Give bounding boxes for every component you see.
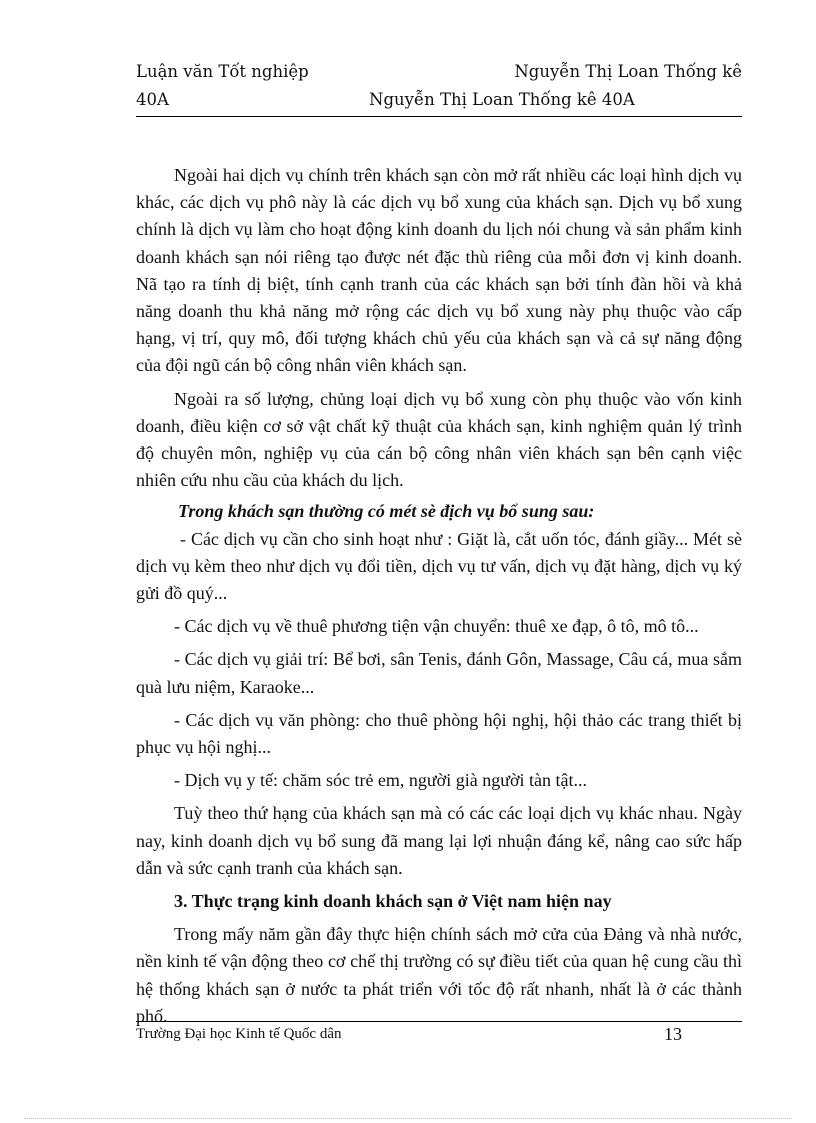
header-author-class: Nguyễn Thị Loan Thống kê 40A [369, 90, 635, 109]
page-header [136, 58, 742, 114]
list-item: - Dịch vụ y tế: chăm sóc trẻ em, người già người tàn tật... [174, 770, 587, 791]
paragraph-2: Ngoài ra số lượng, chủng loại dịch vụ bổ xung còn phụ thuộc vào vốn kinh doanh, điều kiện cơ sở vật chất kỹ thuật của khách sạn, kinh nghiệm quản lý trình độ chuyên môn, nghiệp vụ của cán bộ công nhân viên khách sạn bên cạnh việc nhiên cứu nhu cầu của khách du lịch. [136, 388, 742, 491]
paragraph-1: Ngoài hai dịch vụ chính trên khách sạn còn mở rất nhiều các loại hình dịch vụ khác, các dịch vụ phô này là các dịch vụ bổ xung của khách sạn. Dịch vụ bổ xung chính là dịch vụ làm cho hoạt động kinh doanh du lịch nói chung và sản phẩm kinh doanh khách sạn nói riêng tạo được nét đặc thù riêng của mỗi đơn vị kinh doanh. Nã tạo ra tính dị biệt, tính cạnh tranh của các khách sạn bởi tính đàn hồi và khả năng doanh thu khả năng mở rộng các dịch vụ bổ xung này phụ thuộc vào cấp hạng, vị trí, quy mô, đối tượng khách chủ yếu của khách sạn và cả sự năng động của đội ngũ cán bộ công nhân viên khách sạn. [136, 165, 742, 376]
section-heading: 3. Thực trạng kinh doanh khách sạn ở Việt nam hiện nay [174, 891, 612, 912]
closing-paragraph: Tuỳ theo thứ hạng của khách sạn mà có các các loại dịch vụ khác nhau. Ngày nay, kinh doanh dịch vụ bổ sung đã mang lại lợi nhuận đáng kể, nâng cao sức hấp dẫn và sức cạnh tranh của khách sạn. [136, 803, 742, 878]
header-class: 40A [136, 90, 169, 109]
page-body [136, 162, 742, 1030]
page-number: 13 [664, 1024, 682, 1044]
subheading: Trong khách sạn thường có mét sè địch vụ bổ sung sau: [178, 501, 595, 522]
header-row-1 [136, 58, 742, 86]
list-item: - Các dịch vụ văn phòng: cho thuê phòng hội nghị, hội thảo các trang thiết bị phục vụ hội nghị... [136, 709, 742, 758]
section-paragraph: Trong mấy năm gần đây thực hiện chính sách mở cửa của Đảng và nhà nước, nền kinh tế vận động theo cơ chế thị trường có sự điều tiết của quan hệ cung cầu thì hệ thống khách sạn ở nước ta phát triển với tốc độ rất nhanh, nhất là ở các thành phố. [136, 924, 742, 1026]
header-divider [136, 116, 742, 117]
page-footer [136, 1026, 742, 1048]
header-left-title: Luận văn Tốt nghiệp [136, 62, 309, 81]
list-item: - Các dịch vụ giải trí: Bể bơi, sân Tenis, đánh Gôn, Massage, Câu cá, mua sắm quà lưu niệm, Karaoke... [136, 649, 742, 697]
header-author: Nguyễn Thị Loan Thống kê [514, 62, 742, 81]
footer-university: Trường Đại học Kinh tế Quốc dân [136, 1026, 342, 1042]
page-bottom-dotted-line [24, 1118, 792, 1119]
list-item: - Các dịch vụ về thuê phương tiện vận chuyển: thuê xe đạp, ô tô, mô tô... [174, 616, 699, 637]
list-item: - Các dịch vụ cần cho sinh hoạt như : Giặt là, cắt uốn tóc, đánh giầy... Mét sè dịch vụ kèm theo như dịch vụ đổi tiền, dịch vụ tư vấn, dịch vụ đặt hàng, dịch vụ ký gửi đồ quý... [136, 528, 742, 604]
footer-divider [136, 1021, 742, 1022]
header-row-2 [136, 86, 742, 114]
